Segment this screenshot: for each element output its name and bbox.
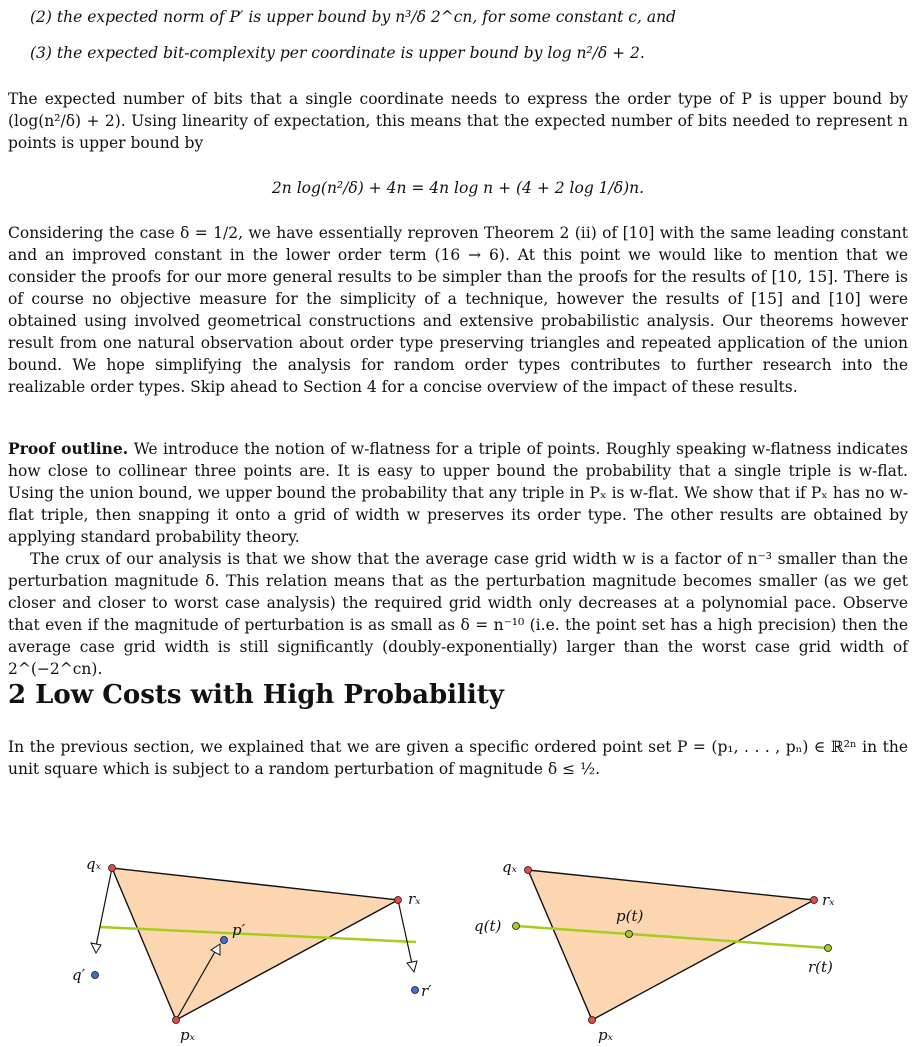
right-point-pt [626,931,633,938]
list-item-3: (3) the expected bit-complexity per coordinate is upper bound by log n²/δ + 2. [30,44,645,62]
right-point-qt [513,923,520,930]
label-qt: q(t) [474,917,502,935]
paragraph-section-intro: In the previous section, we explained that we are given a specific ordered point set P = (p₁, . . . , pₙ) ∈ ℝ²ⁿ in the unit square which is subject to a random perturbation of magnitude δ ≤ ½. [8,738,908,778]
equation-bits: 2n log(n²/δ) + 4n = 4n log n + (4 + 2 log 1/δ)n. [271,179,645,197]
right-point-qx [525,867,532,874]
left-point-rprime [412,987,419,994]
proof-outline-text: We introduce the notion of w-flatness for a triple of points. Roughly speaking w-flatness indicates how close to collinear three points are. It is easy to upper bound the probability that a single triple is w-flat. Using the union bound, we upper bound the probability that any triple in Pₓ is w-flat. We show that if Pₓ has no w-flat triple, then snapping it onto a grid of width w preserves its order type. The other results are obtained by applying standard probability theory. [8,440,909,546]
right-point-rt [825,945,832,952]
section-heading: 2 Low Costs with High Probability [8,680,504,710]
label-qx: qₓ [86,855,101,873]
label-px-right: pₓ [598,1026,613,1044]
figure-perturbation [8,0,908,1047]
label-pprime: p′ [232,921,246,939]
list-item-2: (2) the expected norm of P′ is upper bound by n³/δ 2^cn, for some constant c, and [30,8,676,26]
label-qprime: q′ [72,966,86,984]
label-rx: rₓ [408,890,421,908]
left-triangle [112,868,398,1020]
paragraph-crux: The crux of our analysis is that we show that the average case grid width w is a factor of n⁻³ smaller than the perturbation magnitude δ. This relation means that as the perturbation magnitude becomes smaller (as we get closer and closer to worst case analysis) the required grid width only decreases at a polynomial pace. Observe that even if the magnitude of perturbation is as small as δ = n⁻¹⁰ (i.e. the point set has a high precision) then the average case grid width is still significantly (doubly-exponentially) larger than the worst case grid width of 2^(−2^cn). [8,550,908,678]
right-point-rx [811,897,818,904]
label-pt: p(t) [616,907,644,925]
label-rt: r(t) [808,958,833,976]
label-qx-right: qₓ [502,858,517,876]
left-point-qx [109,865,116,872]
label-rprime: r′ [421,982,432,1000]
paragraph-expected-bits: The expected number of bits that a single coordinate needs to express the order type of P is upper bound by (log(n²/δ) + 2). Using linearity of expectation, this means that the expected number of bits needed to represent n points is upper bound by [8,90,908,152]
left-point-qprime [92,972,99,979]
label-px: pₓ [180,1026,195,1044]
left-point-pprime [221,937,228,944]
figure-right [474,858,835,1044]
proof-outline-heading: Proof outline. [8,439,129,458]
label-rx-right: rₓ [822,891,835,909]
right-point-px [589,1017,596,1024]
left-point-rx [395,897,402,904]
paragraph-discussion: Considering the case δ = 1/2, we have essentially reproven Theorem 2 (ii) of [10] with the same leading constant and an improved constant in the lower order term (16 → 6). At this point we would like to mention that we consider the proofs for our more general results to be simpler than the proofs for the results of [10, 15]. There is of course no objective measure for the simplicity of a technique, however the results of [15] and [10] were obtained using involved geometrical constructions and extensive probabilistic analysis. Our theorems however result from one natural observation about order type preserving triangles and repeated application of the union bound. We hope simplifying the analysis for random order types contributes to further research into the realizable order types. Skip ahead to Section 4 for a concise overview of the impact of these results. [8,224,908,396]
figure-left [72,855,432,1044]
left-point-px [173,1017,180,1024]
